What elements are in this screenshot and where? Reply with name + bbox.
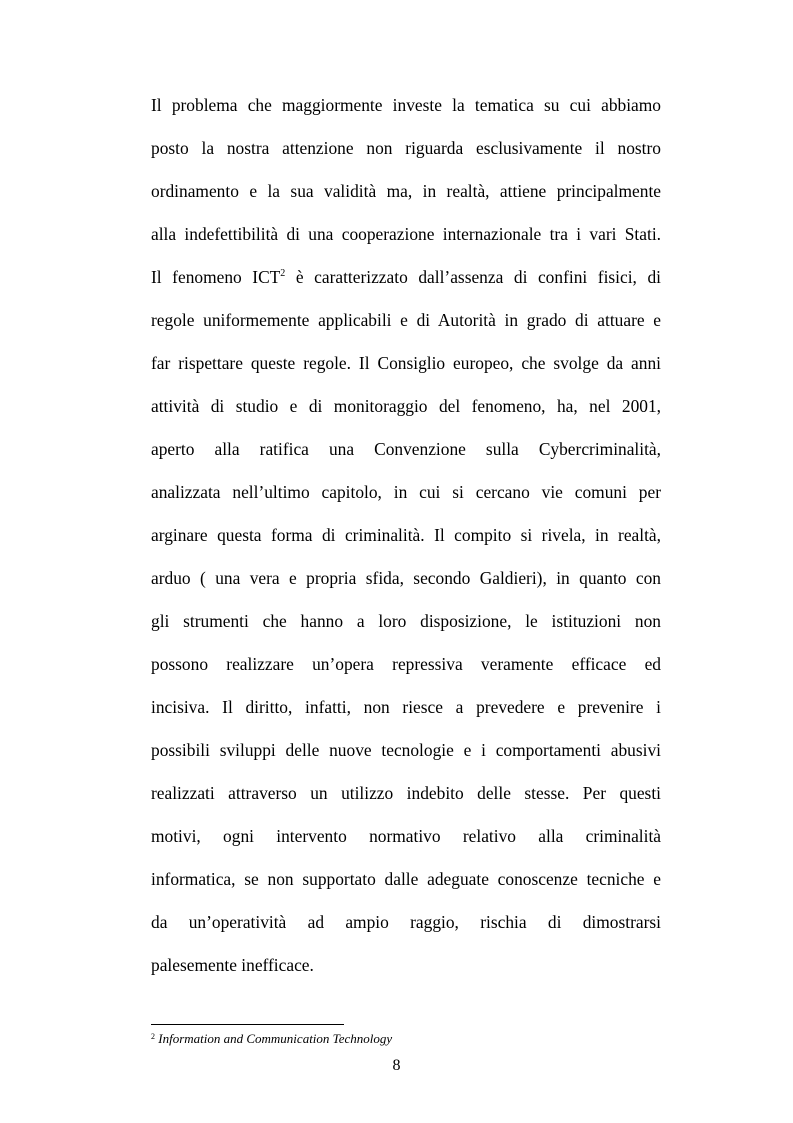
body-line-text: è caratterizzato dall’assenza di confini fisici, di bbox=[285, 267, 661, 287]
body-line: palesemente inefficace. bbox=[151, 955, 314, 975]
footnote-number: 2 bbox=[151, 1032, 155, 1041]
footnote-separator bbox=[151, 1024, 344, 1025]
body-line: realizzati attraverso un utilizzo indebito delle stesse. Per questi bbox=[151, 783, 661, 803]
body-line: gli strumenti che hanno a loro disposizione, le istituzioni non bbox=[151, 611, 661, 631]
body-line: alla indefettibilità di una cooperazione internazionale tra i vari Stati. bbox=[151, 224, 661, 244]
footnote-reference[interactable]: 2 bbox=[280, 268, 286, 279]
body-line: possibili sviluppi delle nuove tecnologie e i comportamenti abusivi bbox=[151, 740, 661, 760]
body-line: da un’operatività ad ampio raggio, rischia di dimostrarsi bbox=[151, 912, 661, 932]
body-line: aperto alla ratifica una Convenzione sulla Cybercriminalità, bbox=[151, 439, 661, 459]
body-line: far rispettare queste regole. Il Consiglio europeo, che svolge da anni bbox=[151, 353, 661, 373]
body-line: Il problema che maggiormente investe la tematica su cui abbiamo bbox=[151, 95, 661, 115]
body-line: arduo ( una vera e propria sfida, secondo Galdieri), in quanto con bbox=[151, 568, 661, 588]
body-line: arginare questa forma di criminalità. Il compito si rivela, in realtà, bbox=[151, 525, 661, 545]
body-line: motivi, ogni intervento normativo relativo alla criminalità bbox=[151, 826, 661, 846]
footnote bbox=[151, 1031, 392, 1047]
footnote-text: Information and Communication Technology bbox=[158, 1031, 393, 1046]
body-line: posto la nostra attenzione non riguarda esclusivamente il nostro bbox=[151, 138, 661, 158]
body-line: attività di studio e di monitoraggio del fenomeno, ha, nel 2001, bbox=[151, 396, 661, 416]
body-line: informatica, se non supportato dalle adeguate conoscenze tecniche e bbox=[151, 869, 661, 889]
body-line: incisiva. Il diritto, infatti, non riesce a prevedere e prevenire i bbox=[151, 697, 661, 717]
body-line: possono realizzare un’opera repressiva veramente efficace ed bbox=[151, 654, 661, 674]
page-number: 8 bbox=[392, 1057, 401, 1074]
body-line-text: Il fenomeno ICT bbox=[151, 267, 281, 287]
body-line: regole uniformemente applicabili e di Autorità in grado di attuare e bbox=[151, 310, 661, 330]
body-line: analizzata nell’ultimo capitolo, in cui si cercano vie comuni per bbox=[151, 482, 661, 502]
body-line: ordinamento e la sua validità ma, in realtà, attiene principalmente bbox=[151, 181, 661, 201]
body-line bbox=[151, 266, 661, 288]
